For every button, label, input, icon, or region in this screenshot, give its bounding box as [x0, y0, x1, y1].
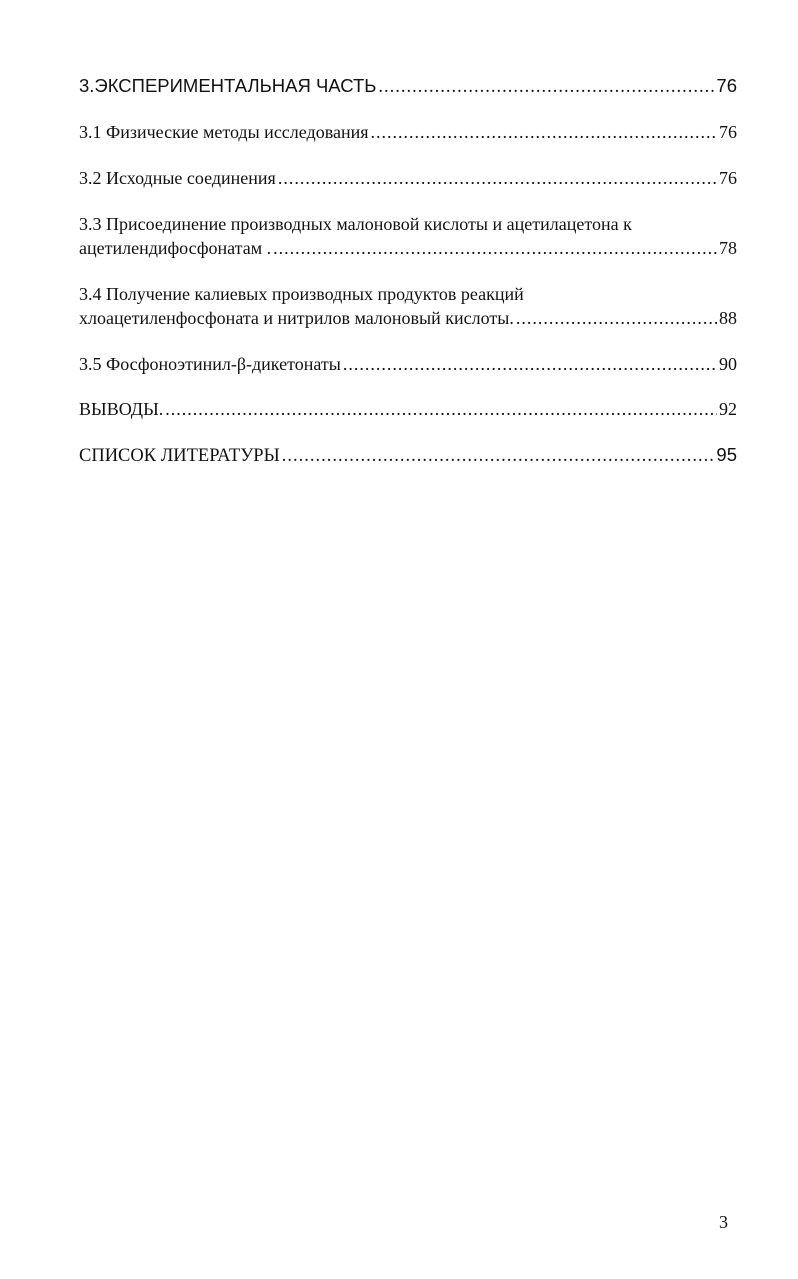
toc-leader-dots: [343, 352, 717, 376]
toc-entry-page: 88: [719, 308, 737, 328]
toc-entry-title-line: 3.4 Получение калиевых производных продуктов реакций: [79, 284, 524, 304]
toc-entry-3-2: [79, 166, 737, 190]
table-of-contents: [79, 74, 737, 468]
toc-entry-title: хлоацетиленфосфоната и нитрилов малоновый кислоты.: [79, 308, 514, 328]
toc-entry-title: 3.2 Исходные соединения: [79, 168, 276, 188]
toc-leader-dots: [371, 120, 718, 144]
toc-entry-page: 90: [719, 354, 737, 374]
toc-leader-dots: [378, 75, 714, 99]
toc-leader-dots: [282, 444, 715, 468]
toc-entry-title-line: 3.3 Присоединение производных малоновой кислоты и ацетилацетона к: [79, 214, 632, 234]
toc-entry-page: 95: [716, 444, 737, 465]
toc-entry-chapter-3: [79, 74, 737, 99]
page-number: 3: [719, 1212, 728, 1232]
toc-entry-references: [79, 443, 737, 468]
toc-leader-dots: [273, 236, 717, 260]
toc-entry-3-1: [79, 120, 737, 144]
toc-entry-title: 3.5 Фосфоноэтинил-β-дикетонаты: [79, 354, 341, 374]
toc-entry-continuation: [79, 236, 737, 260]
toc-leader-dots: [165, 397, 717, 421]
toc-entry-title: 3.1 Физические методы исследования: [79, 122, 369, 142]
toc-entry-page: 76: [719, 122, 737, 142]
toc-entry-continuation: [79, 306, 737, 330]
toc-entry-page: 78: [719, 238, 737, 258]
toc-leader-dots: [278, 166, 717, 190]
toc-entry-title: ацетилендифосфонатам .: [79, 238, 272, 258]
toc-entry-page: 76: [716, 75, 737, 96]
toc-entry-3-5: [79, 352, 737, 376]
toc-entry-page: 92: [719, 399, 737, 419]
toc-entry-conclusions: [79, 397, 737, 421]
toc-entry-3-3: [79, 212, 737, 260]
toc-leader-dots: [516, 306, 717, 330]
toc-entry-title: ВЫВОДЫ.: [79, 399, 164, 419]
toc-entry-title: СПИСОК ЛИТЕРАТУРЫ: [79, 446, 280, 466]
toc-entry-page: 76: [719, 168, 737, 188]
toc-entry-title: 3.ЭКСПЕРИМЕНТАЛЬНАЯ ЧАСТЬ: [79, 75, 377, 96]
toc-entry-3-4: [79, 282, 737, 330]
